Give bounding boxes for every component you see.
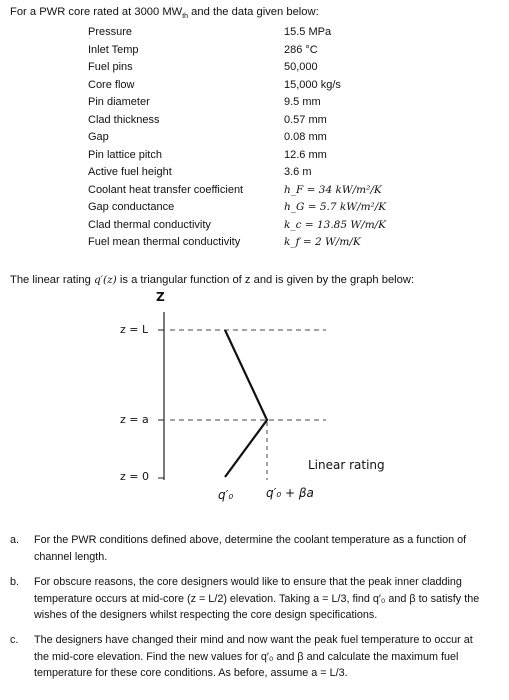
param-row xyxy=(88,131,408,148)
param-value: 15.5 MPa xyxy=(284,26,332,38)
intro-sentence xyxy=(10,6,319,20)
param-value: 15,000 kg/s xyxy=(284,78,341,91)
param-value: 9.5 mm xyxy=(284,96,321,108)
param-value: 3.6 m xyxy=(284,166,312,178)
param-row xyxy=(88,201,408,218)
linear-after: is a triangular function of z and is given by the graph below: xyxy=(116,274,415,286)
param-row xyxy=(88,26,408,43)
question-text: For obscure reasons, the core designers would like to ensure that the peak inner cladding temperature occurs at mid-core (z = L/2) elevation. Taking a = L/3, find q′₀ and β to satisfy the wishes of the designers whilst respecting the core design specifications. xyxy=(34,576,480,621)
param-label: Active fuel height xyxy=(88,166,172,178)
z-axis-title: Z xyxy=(156,290,165,304)
question-letter: a. xyxy=(10,534,20,546)
param-value: 12.6 mm xyxy=(284,148,327,161)
param-row xyxy=(88,149,408,166)
param-value: h_F = 34 kW/m²/K xyxy=(284,183,382,196)
x-label-q0: q′₀ xyxy=(218,488,234,502)
param-value: h_G = 5.7 kW/m²/K xyxy=(284,201,387,213)
x-label-q0-beta-a: q′₀ + βa xyxy=(266,486,314,500)
param-row xyxy=(88,61,408,78)
param-label: Pressure xyxy=(88,26,133,38)
param-value: 0.57 mm xyxy=(284,113,327,126)
linear-rating-sentence xyxy=(10,274,414,286)
curve-label: Linear rating xyxy=(308,458,385,472)
z-label-L: z = L xyxy=(120,323,149,336)
param-label: Coolant heat transfer coefficient xyxy=(88,183,244,196)
param-label: Gap conductance xyxy=(88,201,175,213)
param-row xyxy=(88,96,408,113)
z-label-0: z = 0 xyxy=(120,470,149,483)
param-row xyxy=(88,184,408,201)
linear-rating-curve xyxy=(225,330,267,477)
param-row xyxy=(88,236,408,253)
intro-before: For a PWR core rated at 3000 MW xyxy=(10,6,183,18)
param-row xyxy=(88,166,408,183)
question-letter: b. xyxy=(10,576,20,588)
question-text: The designers have changed their mind and now want the peak fuel temperature to occur at the mid-core elevation. Find the new values for q′₀ and β and calculate the maximum fuel temperature for these core conditions. As before, assume a = L/3. xyxy=(34,634,473,679)
param-label: Inlet Temp xyxy=(88,43,139,56)
param-label: Pin lattice pitch xyxy=(88,148,162,161)
z-label-a: z = a xyxy=(120,413,149,426)
question-text: For the PWR conditions defined above, determine the coolant temperature as a function of channel length. xyxy=(34,534,467,563)
param-value: 0.08 mm xyxy=(284,131,327,143)
param-label: Fuel mean thermal conductivity xyxy=(88,236,241,248)
intro-subscript: th xyxy=(182,13,189,21)
linear-rating-diagram xyxy=(100,290,420,510)
param-row xyxy=(88,44,408,61)
param-value: 286 °C xyxy=(284,43,318,56)
param-value: k_f = 2 W/m/K xyxy=(284,236,361,248)
question-letter: c. xyxy=(10,634,19,646)
linear-expr: q′(z) xyxy=(93,274,117,286)
param-value: 50,000 xyxy=(284,61,318,73)
param-label: Core flow xyxy=(88,78,135,91)
param-label: Clad thermal conductivity xyxy=(88,218,211,231)
param-row xyxy=(88,114,408,131)
param-label: Pin diameter xyxy=(88,96,150,108)
intro-after: and the data given below: xyxy=(188,6,319,18)
param-label: Clad thickness xyxy=(88,113,160,126)
param-row xyxy=(88,219,408,236)
param-label: Fuel pins xyxy=(88,61,133,73)
param-label: Gap xyxy=(88,131,109,143)
param-row xyxy=(88,79,408,96)
param-value: k_c = 13.85 W/m/K xyxy=(284,218,387,231)
linear-before: The linear rating xyxy=(10,274,94,286)
